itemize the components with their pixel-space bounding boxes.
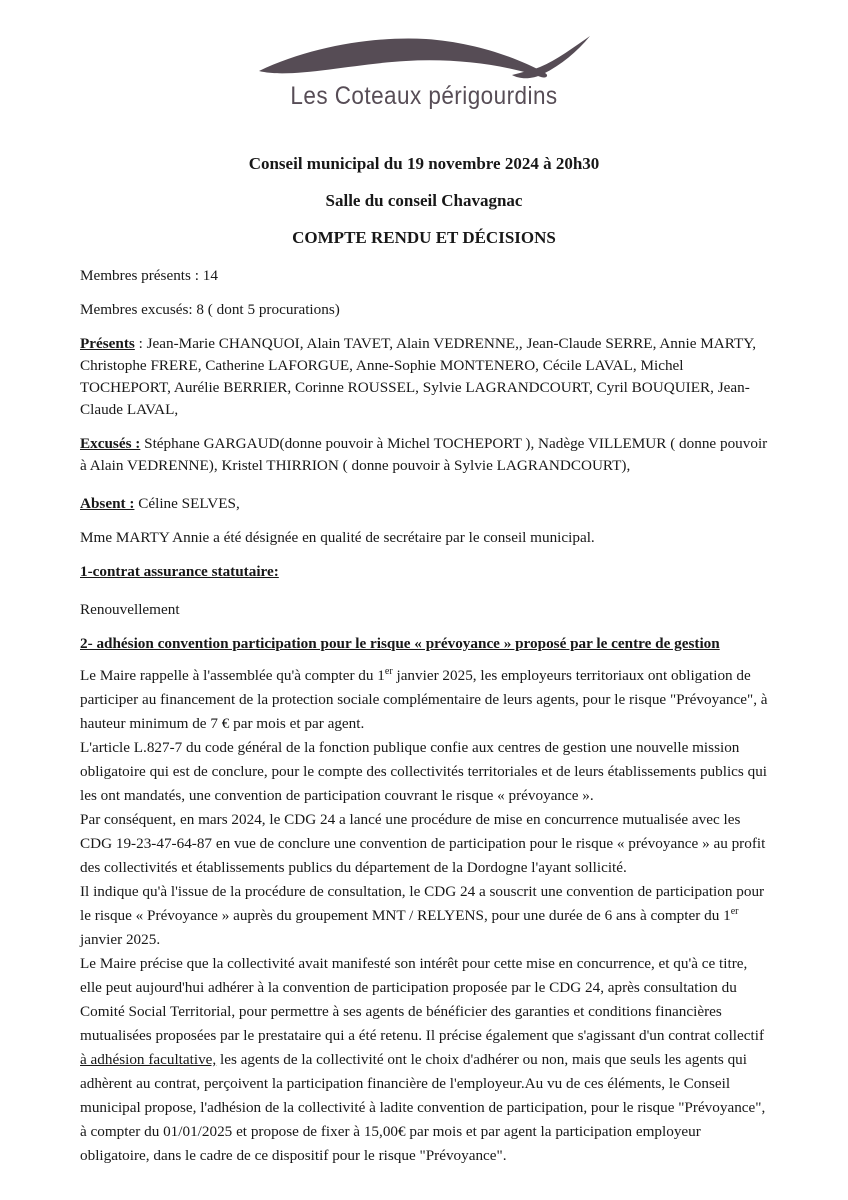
excused-names: Stéphane GARGAUD(donne pouvoir à Michel TOCHEPORT ), Nadège VILLEMUR ( donne pouvoir à Alain VEDRENNE), Kristel THIRRION ( donne pouvoir à Sylvie LAGRANDCOURT), (80, 435, 768, 474)
item1-body: Renouvellement (80, 601, 180, 618)
present-members-list (80, 333, 772, 421)
item2-paragraph-4 (80, 880, 772, 952)
meeting-title: Conseil municipal du 19 novembre 2024 à 20h30 (248, 154, 600, 173)
excused-members-list (80, 433, 772, 477)
absent-label: Absent : (80, 495, 135, 512)
present-names: : Jean-Marie CHANQUOI, Alain TAVET, Alain VEDRENNE,, Jean-Claude SERRE, Annie MARTY, Christophe FRERE, Catherine LAFORGUE, Anne-Sophie MONTENERO, Cécile LAVAL, Michel TOCHEPORT, Aurélie BERRIER, Corinne ROUSSEL, Sylvie LAGRANDCOURT, Cyril BOUQUIER, Jean-Claude LAVAL, (80, 335, 757, 418)
meeting-location: Salle du conseil Chavagnac (325, 191, 523, 210)
item2-paragraph-3: Par conséquent, en mars 2024, le CDG 24 a lancé une procédure de mise en concurrence mutualisée avec les CDG 19-23-47-64-87 en vue de conclure une convention de participation pour le risque « prévoyance » au profit des collectivités et établissements publics du département de la Dordogne l'ayant sollicité. (80, 811, 766, 876)
document-body (80, 265, 772, 1168)
item2-heading: 2- adhésion convention participation pour le risque « prévoyance » proposé par le centre de gestion (80, 635, 720, 652)
item1-heading: 1-contrat assurance statutaire: (80, 563, 279, 580)
ordinal-superscript: er (730, 905, 739, 917)
p4-text: Il indique qu'à l'issue de la procédure de consultation, le CDG 24 a souscrit une convention de participation pour le risque « Prévoyance » auprès du groupement MNT / RELYENS, pour une durée de 6 ans à compter du 1 (80, 883, 765, 924)
members-excused-count: Membres excusés: 8 ( dont 5 procurations) (80, 301, 340, 318)
p5-text-cont: les agents de la collectivité ont le choix d'adhérer ou non, mais que seuls les agents qui adhèrent au contrat, perçoivent la participation financière de l'employeur.Au vu de ces éléments, le Conseil municipal propose, l'adhésion de la collectivité à ladite convention de participation, pour le risque "Prévoyance", à compter du 01/01/2025 et propose de fixer à 15,00€ par mois et par agent la participation employeur obligatoire, dans le cadre de ce dispositif pour le risque "Prévoyance". (80, 1051, 766, 1164)
p5-underlined-phrase: à adhésion facultative, (80, 1051, 217, 1068)
p1-text-cont: janvier 2025, les employeurs territoriaux ont obligation de participer au financement de la protection sociale complémentaire de leurs agents, pour le risque "Prévoyance", à hauteur minimum de 7 € par mois et par agent. (80, 667, 768, 732)
absent-members-line (80, 493, 772, 515)
item2-paragraph-5 (80, 952, 772, 1168)
logo-swoosh-icon (256, 34, 592, 80)
logo-text: Les Coteaux périgourdins (290, 82, 558, 110)
item2-body (80, 664, 772, 1168)
p5-text: Le Maire précise que la collectivité avait manifesté son intérêt pour cette mise en concurrence, et qu'à ce titre, elle peut aujourd'hui adhérer à la convention de participation proposée par le CDG 24, après consultation du Comité Social Territorial, pour permettre à ses agents de bénéficier des garanties et conditions financières mutualisées proposées par le prestataire qui a été retenu. Il précise également que s'agissant d'un contrat collectif (80, 955, 765, 1044)
item2-paragraph-1 (80, 664, 772, 736)
item2-paragraph-2: L'article L.827-7 du code général de la fonction publique confie aux centres de gestion une nouvelle mission obligatoire qui est de conclure, pour le compte des collectivités territoriales et de leurs établissements publics qui les ont mandatés, une convention de participation couvrant le risque « prévoyance ». (80, 739, 768, 804)
ordinal-superscript: er (384, 665, 393, 677)
document-type-title: COMPTE RENDU ET DÉCISIONS (292, 228, 556, 247)
excused-label: Excusés : (80, 435, 141, 452)
p1-text: Le Maire rappelle à l'assemblée qu'à compter du 1 (80, 667, 385, 684)
absent-names: Céline SELVES, (134, 495, 240, 512)
p4-text-cont: janvier 2025. (80, 931, 161, 948)
members-present-count: Membres présents : 14 (80, 267, 218, 284)
present-label: Présents (80, 335, 135, 352)
logo (0, 0, 848, 110)
secretary-note: Mme MARTY Annie a été désignée en qualité de secrétaire par le conseil municipal. (80, 529, 595, 546)
